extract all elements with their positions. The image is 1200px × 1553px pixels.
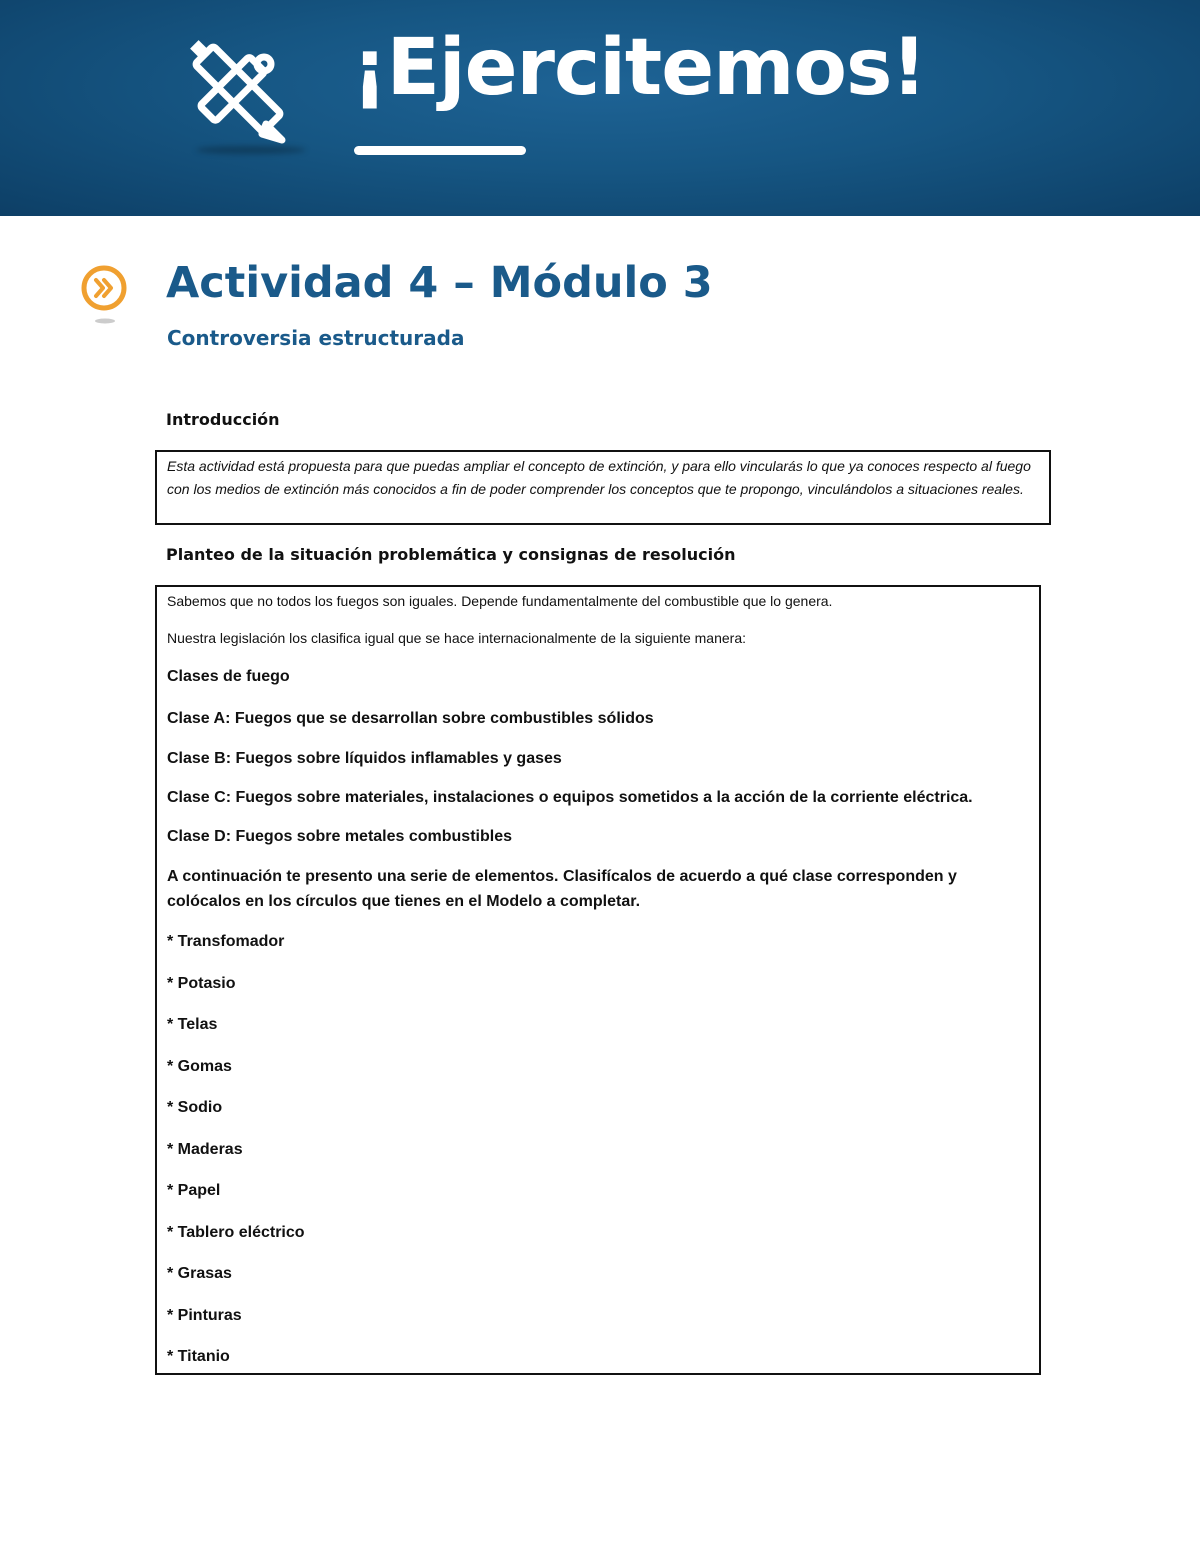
list-item: * Telas — [167, 1016, 218, 1033]
class-c: Clase C: Fuegos sobre materiales, instalaciones o equipos sometidos a la acción de la corriente eléctrica. — [167, 789, 973, 806]
list-item: * Potasio — [167, 974, 236, 992]
instruction: A continuación te presento una serie de elementos. Clasifícalos de acuerdo a qué clase corresponden y colócalos en los círculos que tienes en el Modelo a completar. — [167, 868, 957, 910]
classes-title: Clases de fuego — [167, 668, 290, 685]
element-list — [167, 932, 1029, 1389]
title-underline — [354, 146, 526, 155]
activity-title: Actividad 4 – Módulo 3 — [166, 258, 713, 308]
class-d: Clase D: Fuegos sobre metales combustibles — [167, 828, 512, 845]
list-item: * Maderas — [167, 1140, 243, 1158]
problem-paragraph-2: Nuestra legislación los clasifica igual que se hace internacionalmente de la siguiente manera: — [167, 630, 747, 646]
intro-box — [155, 450, 1051, 525]
class-b: Clase B: Fuegos sobre líquidos inflamables y gases — [167, 750, 562, 767]
class-a: Clase A: Fuegos que se desarrollan sobre combustibles sólidos — [167, 710, 654, 727]
list-item: * Grasas — [167, 1265, 232, 1282]
pencil-ruler-icon — [178, 36, 298, 156]
list-item: * Gomas — [167, 1057, 232, 1075]
activity-subtitle: Controversia estructurada — [167, 326, 465, 350]
double-chevron-right-icon — [80, 264, 132, 326]
intro-text: Esta actividad está propuesta para que puedas ampliar el concepto de extinción, y para ello vincularás lo que ya conoces respecto al fuego con los medios de extinción más conocidos a fin de poder comprender los conceptos que te propongo, vinculándolos a situaciones reales. — [167, 458, 1031, 497]
intro-heading: Introducción — [166, 410, 280, 429]
problem-box — [155, 585, 1041, 1375]
list-item: * Tablero eléctrico — [167, 1223, 305, 1241]
list-item: * Papel — [167, 1182, 221, 1199]
list-item: * Sodio — [167, 1099, 223, 1116]
header-banner — [0, 0, 1200, 216]
icon-shadow — [196, 146, 306, 154]
problem-paragraph-1: Sabemos que no todos los fuegos son iguales. Depende fundamentalmente del combustible que lo genera. — [167, 593, 833, 609]
list-item: * Transfomador — [167, 933, 285, 950]
problem-heading: Planteo de la situación problemática y consignas de resolución — [166, 545, 736, 564]
banner-title: ¡Ejercitemos! — [352, 23, 926, 113]
list-item: * Titanio — [167, 1348, 230, 1365]
list-item: * Pinturas — [167, 1306, 242, 1324]
